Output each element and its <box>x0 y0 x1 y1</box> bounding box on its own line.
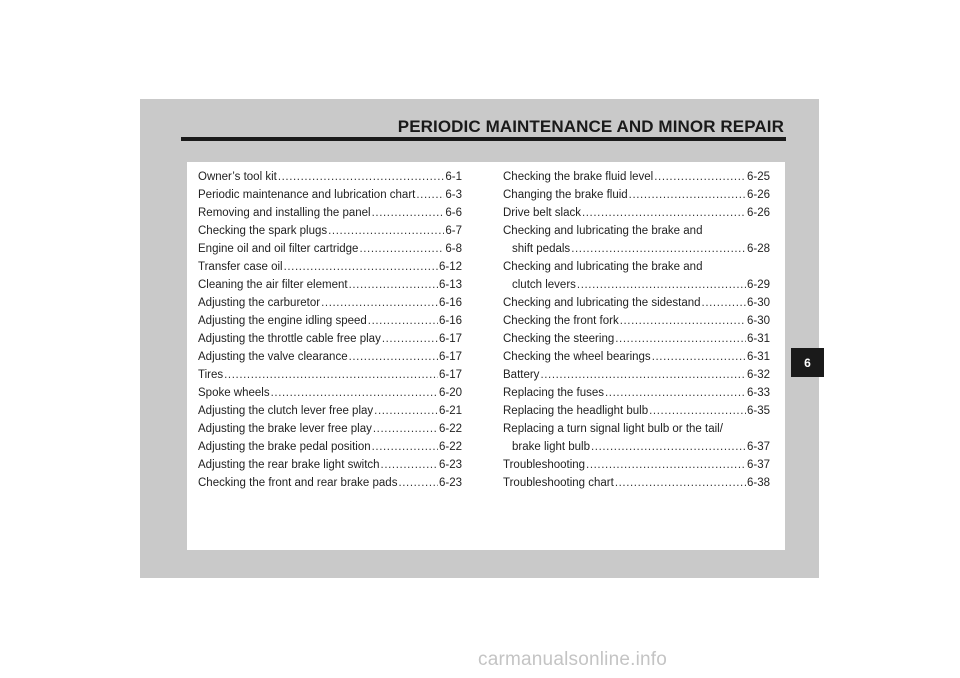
toc-entry-title: Adjusting the clutch lever free play <box>198 405 374 417</box>
toc-entry-page: 6-3 <box>445 189 462 201</box>
dot-leader <box>605 384 746 402</box>
toc-entry-page: 6-37 <box>746 459 770 471</box>
toc-entry-page: 6-38 <box>746 477 770 489</box>
dot-leader <box>359 240 444 258</box>
dot-leader <box>349 348 438 366</box>
toc-entry[interactable] <box>198 186 462 204</box>
toc-entry-title: Transfer case oil <box>198 261 283 273</box>
toc-entry[interactable] <box>503 222 770 258</box>
toc-entry[interactable] <box>198 420 462 438</box>
toc-entry-title: brake light bulb <box>512 441 590 453</box>
toc-entry[interactable] <box>198 240 462 258</box>
dot-leader <box>372 438 438 456</box>
page-title: PERIODIC MAINTENANCE AND MINOR REPAIR <box>397 117 784 136</box>
toc-entry-row <box>198 258 462 276</box>
dot-leader <box>615 474 746 492</box>
toc-entry[interactable] <box>503 402 770 420</box>
toc-entry[interactable] <box>198 204 462 222</box>
toc-entry-row <box>198 402 462 420</box>
toc-entry[interactable] <box>503 186 770 204</box>
toc-column-left <box>198 168 462 492</box>
toc-entry-row <box>198 186 462 204</box>
toc-entry-page: 6-20 <box>438 387 462 399</box>
toc-entry[interactable] <box>198 312 462 330</box>
toc-entry-row <box>503 240 770 258</box>
toc-entry-page: 6-32 <box>746 369 770 381</box>
toc-entry-page: 6-21 <box>438 405 462 417</box>
toc-entry[interactable] <box>503 168 770 186</box>
dot-leader <box>620 312 746 330</box>
toc-entry-row <box>503 348 770 366</box>
toc-entry[interactable] <box>198 474 462 492</box>
toc-entry[interactable] <box>503 258 770 294</box>
toc-entry-lead: Checking and lubricating the brake and <box>503 261 703 273</box>
toc-entry[interactable] <box>198 222 462 240</box>
toc-entry-title: Checking the spark plugs <box>198 225 328 237</box>
toc-entry-page: 6-17 <box>438 369 462 381</box>
toc-entry-page: 6-22 <box>438 441 462 453</box>
dot-leader <box>615 330 746 348</box>
toc-entry-title: Drive belt slack <box>503 207 581 219</box>
toc-entry-row <box>198 222 462 240</box>
toc-entry[interactable] <box>198 384 462 402</box>
toc-entry-title: Periodic maintenance and lubrication chart <box>198 189 416 201</box>
toc-entry-row <box>198 168 462 186</box>
toc-entry-row <box>503 312 770 330</box>
dot-leader <box>381 456 438 474</box>
toc-entry-page: 6-22 <box>438 423 462 435</box>
watermark: carmanualsonline.info <box>478 649 668 670</box>
toc-entry-title: Engine oil and oil filter cartridge <box>198 243 359 255</box>
title-underline <box>181 137 786 141</box>
toc-entry-title: Checking the brake fluid level <box>503 171 654 183</box>
toc-entry-page: 6-17 <box>438 333 462 345</box>
toc-entry-page: 6-31 <box>746 333 770 345</box>
toc-entry[interactable] <box>198 402 462 420</box>
toc-entry-title: Replacing the headlight bulb <box>503 405 649 417</box>
dot-leader <box>278 168 445 186</box>
toc-entry-page: 6-25 <box>746 171 770 183</box>
toc-entry-title: Adjusting the engine idling speed <box>198 315 367 327</box>
toc-entry-row <box>198 420 462 438</box>
toc-entry-title: clutch levers <box>512 279 576 291</box>
toc-entry-row <box>198 456 462 474</box>
toc-entry-row <box>198 366 462 384</box>
toc-entry-page: 6-31 <box>746 351 770 363</box>
toc-entry-title: Troubleshooting <box>503 459 586 471</box>
toc-entry-title: Adjusting the brake lever free play <box>198 423 372 435</box>
toc-entry-title: Cleaning the air filter element <box>198 279 348 291</box>
toc-entry-row <box>503 294 770 312</box>
toc-entry-page: 6-28 <box>746 243 770 255</box>
dot-leader <box>654 168 746 186</box>
toc-entry-title: Troubleshooting chart <box>503 477 614 489</box>
dot-leader <box>349 276 438 294</box>
dot-leader <box>373 420 438 438</box>
toc-entry-page: 6-13 <box>438 279 462 291</box>
dot-leader <box>382 330 438 348</box>
dot-leader <box>271 384 438 402</box>
dot-leader <box>416 186 444 204</box>
toc-entry-page: 6-23 <box>438 477 462 489</box>
dot-leader <box>224 366 438 384</box>
toc-entry[interactable] <box>503 348 770 366</box>
toc-entry-page: 6-33 <box>746 387 770 399</box>
toc-entry-row <box>198 348 462 366</box>
toc-entry[interactable] <box>503 366 770 384</box>
chapter-number: 6 <box>804 355 811 370</box>
toc-entry[interactable] <box>198 330 462 348</box>
toc-entry-page: 6-30 <box>746 297 770 309</box>
toc-entry-row <box>503 168 770 186</box>
dot-leader <box>629 186 746 204</box>
toc-entry[interactable] <box>503 420 770 456</box>
toc-entry-title: Replacing the fuses <box>503 387 605 399</box>
toc-entry-page: 6-1 <box>445 171 462 183</box>
toc-entry-row <box>503 276 770 294</box>
toc-entry-page: 6-35 <box>746 405 770 417</box>
toc-entry-row <box>198 240 462 258</box>
toc-entry-title: Tires <box>198 369 224 381</box>
toc-entry-lead: Replacing a turn signal light bulb or the tail/ <box>503 423 723 435</box>
toc-panel <box>187 162 785 550</box>
toc-entry-title: Checking the steering <box>503 333 615 345</box>
toc-entry-title: Checking and lubricating the sidestand <box>503 297 701 309</box>
dot-leader <box>582 204 746 222</box>
toc-entry-page: 6-17 <box>438 351 462 363</box>
toc-entry[interactable] <box>198 276 462 294</box>
toc-entry-row <box>198 474 462 492</box>
toc-entry-page: 6-30 <box>746 315 770 327</box>
toc-entry-row <box>503 438 770 456</box>
toc-entry-row <box>198 276 462 294</box>
dot-leader <box>540 366 746 384</box>
dot-leader <box>372 204 445 222</box>
dot-leader <box>374 402 438 420</box>
toc-entry-title: Adjusting the rear brake light switch <box>198 459 380 471</box>
toc-entry-page: 6-12 <box>438 261 462 273</box>
toc-entry-page: 6-8 <box>445 243 462 255</box>
toc-entry-row <box>198 294 462 312</box>
dot-leader <box>321 294 438 312</box>
dot-leader <box>586 456 746 474</box>
dot-leader <box>368 312 438 330</box>
toc-entry-row <box>503 402 770 420</box>
toc-entry-row <box>198 312 462 330</box>
toc-entry[interactable] <box>198 366 462 384</box>
toc-entry-row <box>503 384 770 402</box>
dot-leader <box>284 258 438 276</box>
dot-leader <box>328 222 444 240</box>
toc-entry[interactable] <box>198 348 462 366</box>
toc-entry-title: Spoke wheels <box>198 387 270 399</box>
dot-leader <box>649 402 746 420</box>
toc-entry-row <box>503 474 770 492</box>
toc-entry-page: 6-37 <box>746 441 770 453</box>
toc-entry-page: 6-7 <box>445 225 462 237</box>
toc-entry[interactable] <box>503 312 770 330</box>
toc-entry-row <box>198 204 462 222</box>
toc-entry-title: Owner’s tool kit <box>198 171 277 183</box>
dot-leader <box>398 474 438 492</box>
toc-entry-lead: Checking and lubricating the brake and <box>503 225 703 237</box>
toc-entry-page: 6-23 <box>438 459 462 471</box>
toc-entry[interactable] <box>503 384 770 402</box>
toc-entry[interactable] <box>198 456 462 474</box>
toc-entry-title: Adjusting the throttle cable free play <box>198 333 381 345</box>
toc-entry-page: 6-16 <box>438 315 462 327</box>
toc-entry-title: Checking the front fork <box>503 315 619 327</box>
toc-column-right <box>503 168 770 492</box>
toc-entry-title: Battery <box>503 369 540 381</box>
toc-entry-page: 6-26 <box>746 189 770 201</box>
toc-entry[interactable] <box>503 474 770 492</box>
toc-entry-row <box>198 330 462 348</box>
toc-entry-title: Checking the wheel bearings <box>503 351 651 363</box>
toc-entry-title: Adjusting the valve clearance <box>198 351 348 363</box>
toc-entry-row <box>503 204 770 222</box>
toc-entry-title: shift pedals <box>512 243 571 255</box>
dot-leader <box>577 276 746 294</box>
dot-leader <box>591 438 746 456</box>
toc-entry-row <box>503 330 770 348</box>
dot-leader <box>702 294 746 312</box>
toc-entry-title: Checking the front and rear brake pads <box>198 477 398 489</box>
toc-entry-page: 6-29 <box>746 279 770 291</box>
toc-entry-title: Removing and installing the panel <box>198 207 371 219</box>
toc-entry[interactable] <box>198 168 462 186</box>
dot-leader <box>571 240 746 258</box>
dot-leader <box>652 348 746 366</box>
toc-entry-page: 6-26 <box>746 207 770 219</box>
toc-entry-row <box>503 186 770 204</box>
toc-entry[interactable] <box>198 258 462 276</box>
toc-entry[interactable] <box>503 204 770 222</box>
toc-entry-row <box>503 456 770 474</box>
toc-entry-row <box>198 384 462 402</box>
toc-entry-title: Adjusting the brake pedal position <box>198 441 371 453</box>
toc-entry[interactable] <box>198 294 462 312</box>
toc-entry-title: Changing the brake fluid <box>503 189 628 201</box>
toc-entry[interactable] <box>503 330 770 348</box>
chapter-tab[interactable] <box>791 348 824 377</box>
toc-entry-row <box>198 438 462 456</box>
toc-entry[interactable] <box>503 456 770 474</box>
toc-entry-row <box>503 366 770 384</box>
toc-entry-page: 6-6 <box>445 207 462 219</box>
toc-entry[interactable] <box>198 438 462 456</box>
toc-entry[interactable] <box>503 294 770 312</box>
toc-entry-page: 6-16 <box>438 297 462 309</box>
toc-entry-title: Adjusting the carburetor <box>198 297 321 309</box>
